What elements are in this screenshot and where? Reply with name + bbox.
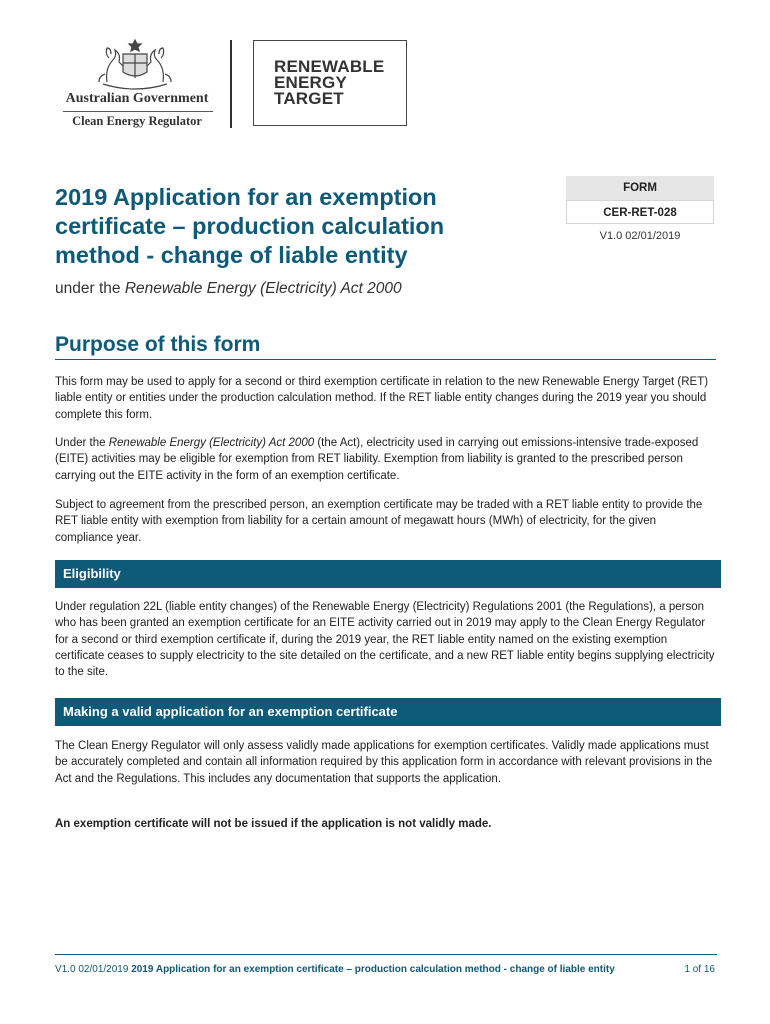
agency-name: Clean Energy Regulator: [72, 114, 202, 128]
document-title: 2019 Application for an exemption certificate – production calculation method - change of liable entity: [55, 184, 445, 268]
valid-application-heading: Making a valid application for an exemption certificate: [55, 698, 721, 726]
valid-application-warning: An exemption certificate will not be issued if the application is not validly made.: [55, 818, 492, 830]
page-footer: [55, 964, 715, 975]
subtitle-act: Renewable Energy (Electricity) Act 2000: [124, 280, 402, 297]
subtitle-prefix: under the: [55, 280, 121, 297]
purpose-paragraph-3: Subject to agreement from the prescribed person, an exemption certificate may be traded with a RET liable entity to provide the RET liable entity with exemption from liability for a certain amount of megawatt hours (MWh) of electricity, for the given compliance year.: [55, 499, 703, 544]
form-code: CER-RET-028: [566, 200, 714, 224]
form-id-box: [566, 176, 714, 242]
logo-rule: [63, 111, 213, 112]
eligibility-heading: Eligibility: [55, 560, 721, 588]
purpose-para2-start: Under the: [55, 437, 106, 449]
form-label: FORM: [566, 176, 714, 200]
purpose-paragraph-2: [55, 435, 717, 484]
eligibility-paragraph: Under regulation 22L (liable entity changes) of the Renewable Energy (Electricity) Regulations 2001 (the Regulations), a person who has been granted an exemption certificate for an EITE activity carried out in 2019 may apply to the Clean Energy Regulator for a second or third exemption certificate if, during the 2019 year, the RET liable entity named on the existing exemption certificate ceases to supply electricity to the site detailed on the certificate, and a new RET liable entity begins supplying electricity to the site.: [55, 601, 715, 679]
document-subtitle: [55, 280, 402, 298]
page-header: [55, 38, 415, 130]
footer-rule: [55, 954, 717, 955]
ret-logo-line-2: ENERGY: [274, 73, 347, 92]
purpose-paragraph-1: This form may be used to apply for a second or third exemption certificate in relation to the new Renewable Energy Target (RET) liable entity or entities under the production calculation method. If the RET liable entity changes during the 2019 year you should complete this form.: [55, 376, 709, 421]
coat-of-arms-icon: [95, 38, 175, 90]
valid-application-paragraph: The Clean Energy Regulator will only assess validly made applications for exemption certificates. Validly made applications must be accurately completed and contain all information required by this application form in accordance with relevant provisions in the Act and the Regulations. This includes any documentation that supports the application.: [55, 740, 713, 785]
purpose-para2-act: Renewable Energy (Electricity) Act 2000: [108, 437, 315, 449]
purpose-para2-rest: (the Act), electricity used in carrying out emissions-intensive trade-exposed (EITE) activities may be eligible for exemption from RET liability. Exemption from liability is granted to the prescribed person carrying out the EITE activity in the form of an exemption certificate.: [55, 437, 699, 482]
ret-logo-line-1: RENEWABLE: [274, 57, 385, 76]
footer-version: V1.0 02/01/2019: [55, 964, 129, 975]
renewable-energy-target-logo: [253, 40, 407, 126]
ret-logo-line-3: TARGET: [274, 89, 344, 108]
page-number: 1 of 16: [684, 964, 715, 975]
footer-title: 2019 Application for an exemption certificate – production calculation method - change of liable entity: [131, 964, 615, 975]
government-name: Australian Government: [65, 91, 209, 106]
header-divider: [230, 40, 232, 128]
purpose-heading: Purpose of this form: [55, 332, 716, 360]
form-version: V1.0 02/01/2019: [599, 230, 681, 242]
